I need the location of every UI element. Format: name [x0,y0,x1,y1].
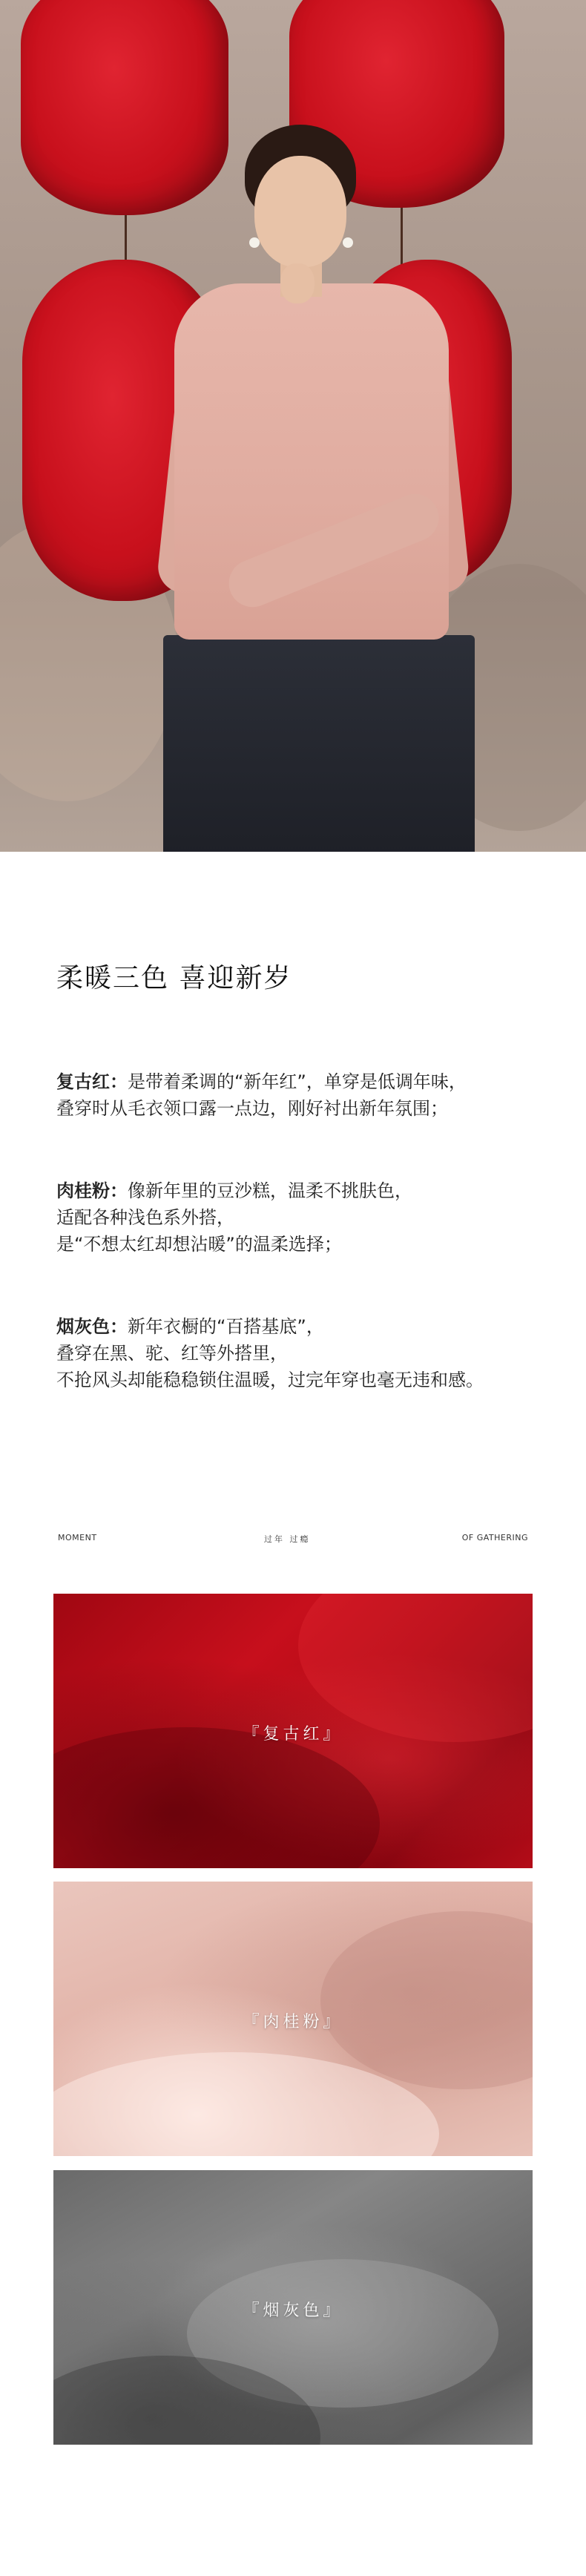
caption-middle: 过年 过瘾 [264,1534,311,1544]
model [156,111,475,852]
hand [280,263,315,303]
caption-right: OF GATHERING [461,1533,528,1542]
description-line: 不抢风头却能稳稳锁住温暖，过完年穿也毫无违和感。 [56,1370,484,1390]
fabric-fold [298,1594,533,1742]
section-title: 柔暖三色 喜迎新岁 [56,963,292,993]
description-line: 叠穿时从毛衣领口露一点边，刚好衬出新年氛围； [56,1098,448,1119]
caption-left: MOMENT [58,1533,97,1542]
fabric-fold [53,1727,380,1868]
color-name: 烟灰色： [56,1316,128,1337]
color-name: 复古红： [56,1071,128,1092]
description-line: 烟灰色：新年衣橱的“百搭基底”， [56,1316,324,1337]
face [254,156,346,267]
fabric-swatch-grey [53,2170,533,2445]
pearl-earring [249,237,260,248]
description-line: 肉桂粉：像新年里的豆沙糕，温柔不挑肤色， [56,1180,412,1201]
description-line: 复古红：是带着柔调的“新年红”，单穿是低调年味， [56,1071,467,1092]
swatch-label: 『肉桂粉』 [243,2013,343,2031]
description-line: 叠穿在黑、驼、红等外搭里， [56,1343,288,1364]
description-line: 适配各种浅色系外搭， [56,1207,234,1228]
fabric-fold [320,1911,533,2089]
dark-skirt [163,635,475,852]
color-description-grey [56,1313,546,1393]
color-description-red [56,1068,546,1122]
swatch-label: 『复古红』 [243,1725,343,1744]
swatch-label: 『烟灰色』 [243,2301,343,2320]
color-name: 肉桂粉： [56,1180,128,1201]
pearl-earring [343,237,353,248]
description-line: 是“不想太红却想沾暖”的温柔选择； [56,1234,342,1255]
hero-photo [0,0,586,852]
fabric-swatch-pink [53,1882,533,2156]
pink-sweater [174,283,449,640]
color-description-pink [56,1177,546,1258]
fabric-swatch-red [53,1594,533,1868]
caption-row [58,1533,528,1551]
